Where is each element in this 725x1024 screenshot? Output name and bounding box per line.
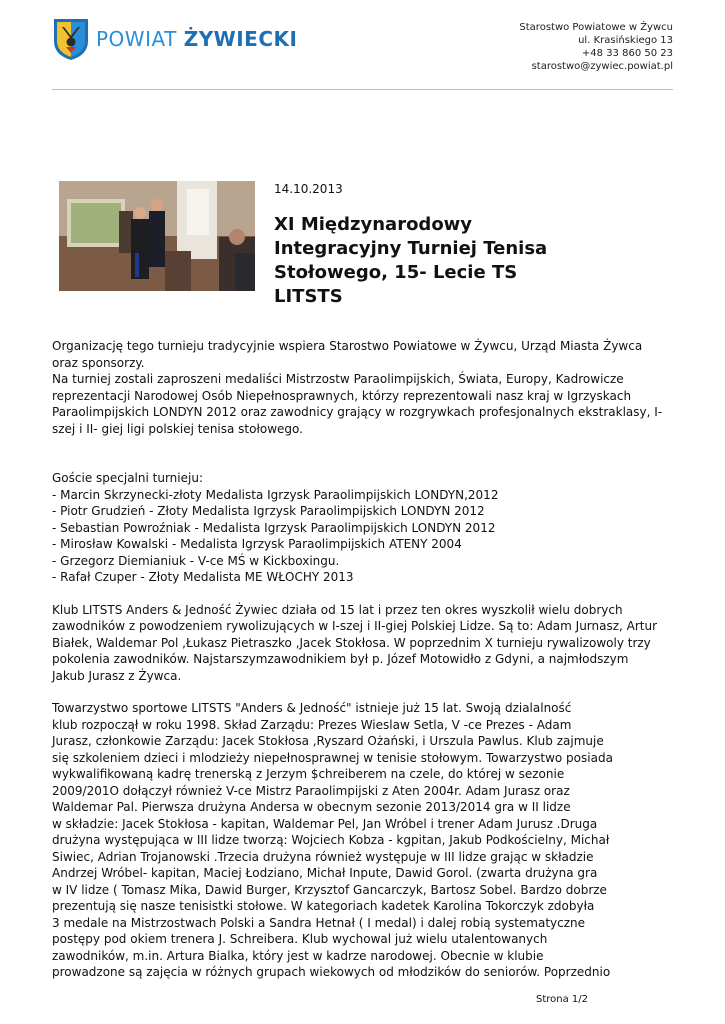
paragraph-club: Klub LITSTS Anders & Jedność Żywiec działa od 15 lat i przez ten okres wyszkolił wielu dobrych zawodników z powodzeniem rywolizujących w I-szej i II-giej Polskiej Lidze. Są to: Adam Jurnasz, Artur Białek, Waldemar Pol ,Łukasz Pietraszko ,Jacek Stokłosa. W poprzednim X turnieju rywalizowoly trzy pokolenia zawodników. Najstarszymzawodnikiem był p. Józef Motowidło z Gdyni, a najmłodszym Jakub Jurasz z Żywca.	[52, 602, 658, 683]
contact-phone: +48 33 860 50 23	[581, 48, 673, 59]
contact-address: ul. Krasińskiego 13	[578, 35, 673, 46]
contact-office: Starostwo Powiatowe w Żywcu	[519, 22, 673, 33]
article-photo	[59, 181, 255, 291]
paragraph-society: Towarzystwo sportowe LITSTS "Anders & Jedność" istnieje już 15 lat. Swoją dzialalność klub rozpoczął w roku 1998. Skład Zarządu: Prezes Wieslaw Setla, V -ce Prezes - Adam Jurasz, członkowie Zarządu: Jacek Stokłosa ,Ryszard Ożański, i Urszula Pawlus. Klub zajmuje się szkoleniem dzieci i mlodzieży niepełnosprawnej w tenisie stołowym. Towarzystwo posiada wykwalifikowaną kadrę trenerską z Jerzym $chreiberem na czele, do której w sezonie 2009/201O dołączył również V-ce Mistrz Paraolimpijski z Aten 2004r. Adam Jurasz oraz Waldemar Pal. Pierwsza drużyna Andersa w obecnym sezonie 2013/2014 gra w II lidze w składzie: Jacek Stokłosa - kapitan, Waldemar Pel, Jan Wróbel i trener Adam Jurusz .Druga drużyna występująca w III lidze tworzą: Wojciech Kobza - kgpitan, Jakub Podkościelny, Michał Siwiec, Adrian Trojanowski .Trzecia drużyna również występuje w III lidze grając w składzie Andrzej Wróbel- kapitan, Maciej Łodziano, Michał Inpute, Dawid Gorol. (zwarta drużyna gra w IV lidze ( Tomasz Mika, Dawid Burger, Krzysztof Gancarczyk, Bartosz Sobel. Bardzo dobrze prezentują się nasze tenisistki stołowe. W kategoriach kadetek Karolina Tokorczyk zdobyła 3 medale na Mistrzostwach Polski a Sandra Hetnał ( I medal) i dalej robią systematyczne postępy pod okiem trenera J. Schreibera. Klub wychowal już wielu utalentowanych zawodników, m.in. Artura Bialka, który jest w kadrze narodowej. Obecnie w klubie prowadzone są zajęcia w różnych grupach wiekowych od młodzików do seniorów. Poprzednio	[52, 701, 613, 979]
paragraph-intro: Organizację tego turnieju tradycyjnie wspiera Starostwo Powiatowe w Żywcu, Urząd Miasta Żywca oraz sponsorzy. Na turniej zostali zaproszeni medaliści Mistrzostw Paraolimpijskich, Świata, Europy, Kadrowicze reprezentacji Narodowej Osób Niepełnosprawnych, którzy reprezentowali nasz kraj w Igrzyskach Paraolimpijskich LONDYN 2012 oraz zawodnicy grający w rozgrywkach profesjonalnych ekstraklasy, I- szej i II- giej ligi polskiej tenisa stołowego.	[52, 339, 663, 436]
article-title: XI Międzynarodowy Integracyjny Turniej Tenisa Stołowego, 15- Lecie TS LITSTS	[274, 214, 548, 307]
contact-email[interactable]: starostwo@zywiec.powiat.pl	[531, 61, 673, 72]
article-date: 14.10.2013	[274, 182, 343, 196]
logo-text	[96, 27, 297, 51]
powiat-logo[interactable]	[52, 17, 297, 61]
paragraph-special-guests: Goście specjalni turnieju: - Marcin Skrzynecki-złoty Medalista Igrzysk Paraolimpijskich LONDYN,2012 - Piotr Grudzień - Złoty Medalista Igrzysk Paraolimpijskich LONDYN 2012 - Sebastian Powroźniak - Medalista Igrzysk Paraolimpijskich LONDYN 2012 - Mirosław Kowalski - Medalista Igrzysk Paraolimpijskich ATENY 2004 - Grzegorz Diemianiuk - V-ce MŚ w Kickboxingu. - Rafał Czuper - Złoty Medalista ME WŁOCHY 2013	[52, 471, 499, 584]
article-body	[52, 338, 677, 981]
logo-text-light: POWIAT	[96, 27, 184, 51]
page-header	[0, 0, 725, 90]
logo-text-bold: ŻYWIECKI	[183, 27, 298, 51]
coat-of-arms-icon	[52, 17, 90, 61]
header-divider	[52, 89, 673, 90]
page-number: Strona 1/2	[535, 994, 588, 1005]
contact-block	[519, 21, 673, 73]
